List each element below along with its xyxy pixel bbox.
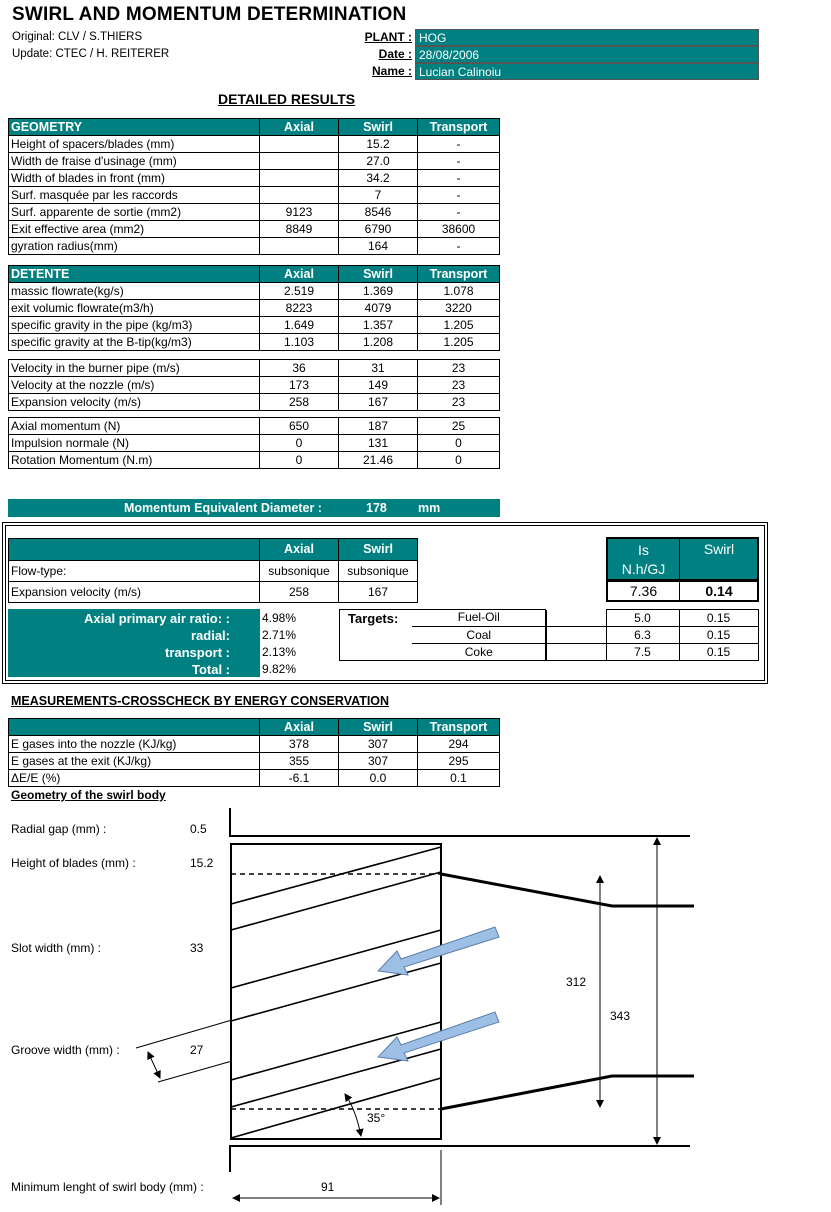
row-label: Impulsion normale (N)	[9, 435, 260, 452]
cell-swirl[interactable]: 8546	[339, 204, 418, 221]
ratio-label-radial: radial:	[190, 628, 230, 643]
table-header: GEOMETRY	[9, 119, 260, 136]
slot-line	[231, 872, 441, 930]
table-header: Swirl	[339, 119, 418, 136]
cell-transport[interactable]: 3220	[418, 300, 500, 317]
row-label: exit volumic flowrate(m3/h)	[9, 300, 260, 317]
measurements-table	[8, 718, 500, 787]
dim-343-label: 343	[610, 1009, 631, 1023]
groove-width-label: Groove width (mm) :	[11, 1043, 120, 1057]
table-row	[9, 187, 500, 204]
row-label: massic flowrate(kg/s)	[9, 283, 260, 300]
row-label: Width de fraise d'usinage (mm)	[9, 153, 260, 170]
table-header: Swirl	[339, 719, 418, 736]
date-value[interactable]: 28/08/2006	[415, 46, 759, 63]
cell-transport[interactable]: -	[418, 204, 500, 221]
swirl-body-drawing	[0, 800, 831, 1212]
outer-top-line	[230, 808, 690, 836]
table-header: DETENTE	[9, 266, 260, 283]
table-header: Axial	[260, 266, 339, 283]
cell-transport[interactable]: 1.205	[418, 317, 500, 334]
table-row	[9, 204, 500, 221]
med-value: 178	[366, 501, 387, 515]
row-label: Rotation Momentum (N.m)	[9, 452, 260, 469]
cell-axial[interactable]: 2.519	[260, 283, 339, 300]
med-bar	[8, 499, 500, 517]
table-header: Transport	[418, 119, 500, 136]
outer-bottom-line	[230, 1146, 690, 1172]
cell-swirl[interactable]: 131	[339, 435, 418, 452]
table-row	[9, 221, 500, 238]
table-row	[9, 394, 500, 411]
cell-swirl[interactable]: 1.208	[339, 334, 418, 351]
groove-helper	[136, 1020, 232, 1048]
cell-axial[interactable]: 8849	[260, 221, 339, 238]
is-swirl-values	[606, 580, 759, 602]
cell-swirl[interactable]: 0.0	[339, 770, 418, 787]
is-swirl-header	[606, 537, 759, 581]
cell-transport[interactable]: -	[418, 238, 500, 255]
velocity-table	[8, 359, 500, 411]
row-label: Velocity at the nozzle (m/s)	[9, 377, 260, 394]
is-label: Is	[638, 542, 649, 558]
date-label: Date :	[378, 47, 412, 61]
cell-axial[interactable]: 36	[260, 360, 339, 377]
cell-swirl[interactable]: 4079	[339, 300, 418, 317]
table-row	[9, 753, 500, 770]
table-row	[9, 136, 500, 153]
cell-swirl[interactable]: 1.369	[339, 283, 418, 300]
cell-axial[interactable]: 0	[260, 435, 339, 452]
angle-arc	[345, 1094, 361, 1136]
table-header	[9, 539, 260, 561]
cell-axial[interactable]	[260, 238, 339, 255]
table-row	[412, 610, 758, 627]
cell-transport[interactable]: -	[418, 187, 500, 204]
cell-axial[interactable]: subsonique	[260, 561, 339, 582]
swirl-value[interactable]: 0.14	[705, 583, 733, 599]
cell-swirl[interactable]: 307	[339, 736, 418, 753]
cell-swirl[interactable]: subsonique	[339, 561, 418, 582]
targets-table	[412, 609, 759, 661]
cell-axial[interactable]: 0	[260, 452, 339, 469]
cell-axial[interactable]: 258	[260, 394, 339, 411]
cell-swirl[interactable]: 15.2	[339, 136, 418, 153]
angle-label: 35°	[367, 1111, 386, 1125]
cell-axial[interactable]: -6.1	[260, 770, 339, 787]
row-label: Velocity in the burner pipe (m/s)	[9, 360, 260, 377]
row-label: Flow-type:	[9, 561, 260, 582]
detente-table	[8, 265, 500, 351]
cell-swirl[interactable]: 34.2	[339, 170, 418, 187]
cell-axial[interactable]	[260, 170, 339, 187]
table-row	[9, 770, 500, 787]
plant-label: PLANT :	[364, 30, 412, 44]
table-row	[412, 644, 758, 661]
row-label: Expansion velocity (m/s)	[9, 394, 260, 411]
row-label: Axial momentum (N)	[9, 418, 260, 435]
flow-table	[8, 538, 418, 603]
targets-label: Targets:	[348, 611, 399, 626]
ratio-label-total: Total :	[191, 662, 230, 677]
radial-gap-value[interactable]: 0.5	[190, 822, 207, 836]
nozzle-bottom	[441, 1076, 694, 1109]
cell-axial[interactable]	[260, 187, 339, 204]
target-fuel: Fuel-Oil	[412, 610, 546, 627]
groove-width-value[interactable]: 27	[190, 1043, 204, 1057]
table-row	[9, 170, 500, 187]
height-blades-label: Height of blades (mm) :	[11, 856, 136, 870]
cell-transport[interactable]: -	[418, 170, 500, 187]
cell-transport[interactable]: 25	[418, 418, 500, 435]
row-label: Surf. masquée par les raccords	[9, 187, 260, 204]
target-fuel: Coke	[412, 644, 546, 661]
target-is[interactable]: 6.3	[606, 627, 679, 644]
cell-swirl[interactable]: 167	[339, 582, 418, 603]
table-row	[9, 435, 500, 452]
cell-swirl[interactable]: 1.357	[339, 317, 418, 334]
row-label: specific gravity in the pipe (kg/m3)	[9, 317, 260, 334]
ratio-value-axial[interactable]: 4.98%	[262, 611, 297, 625]
row-label: ΔE/E (%)	[9, 770, 260, 787]
table-row	[9, 452, 500, 469]
cell-swirl[interactable]: 27.0	[339, 153, 418, 170]
radial-gap-label: Radial gap (mm) :	[11, 822, 107, 836]
table-header: Transport	[418, 719, 500, 736]
cell-transport[interactable]: 295	[418, 753, 500, 770]
row-label: Height of spacers/blades (mm)	[9, 136, 260, 153]
cell-axial[interactable]	[260, 153, 339, 170]
table-header: Axial	[260, 539, 339, 561]
cell-swirl[interactable]: 187	[339, 418, 418, 435]
cell-axial[interactable]: 173	[260, 377, 339, 394]
cell-transport[interactable]: 0.1	[418, 770, 500, 787]
cell-swirl[interactable]: 167	[339, 394, 418, 411]
cell-transport[interactable]: 23	[418, 394, 500, 411]
cell-transport[interactable]: 23	[418, 360, 500, 377]
target-fuel: Coal	[412, 627, 546, 644]
ratio-value-transport[interactable]: 2.13%	[262, 645, 297, 659]
cell-axial[interactable]: 8223	[260, 300, 339, 317]
table-row	[9, 561, 418, 582]
table-row	[9, 360, 500, 377]
cell-transport[interactable]: 23	[418, 377, 500, 394]
table-header: Axial	[260, 119, 339, 136]
table-header: Swirl	[339, 266, 418, 283]
slot-line	[231, 847, 441, 904]
name-value[interactable]: Lucian Calinoiu	[415, 63, 759, 80]
slot-width-value[interactable]: 33	[190, 941, 204, 955]
row-label: Width of blades in front (mm)	[9, 170, 260, 187]
cell-swirl[interactable]: 307	[339, 753, 418, 770]
min-length-value[interactable]: 91	[321, 1180, 335, 1194]
ratios-labels	[8, 609, 260, 677]
slot-width-label: Slot width (mm) :	[11, 941, 102, 955]
cell-transport[interactable]: 0	[418, 452, 500, 469]
cell-transport[interactable]: 1.078	[418, 283, 500, 300]
cell-transport[interactable]: 0	[418, 435, 500, 452]
cell-transport[interactable]: -	[418, 153, 500, 170]
table-row	[9, 317, 500, 334]
page-title: SWIRL AND MOMENTUM DETERMINATION	[12, 4, 407, 25]
swirl-geometry-title: Geometry of the swirl body	[11, 788, 166, 802]
dim-312-label: 312	[566, 975, 587, 989]
table-row	[9, 582, 418, 603]
plant-value[interactable]: HOG	[415, 29, 759, 46]
flow-arrow-icon	[378, 927, 499, 975]
med-label: Momentum Equivalent Diameter :	[124, 501, 322, 515]
nozzle-top	[441, 874, 694, 906]
cell-axial[interactable]: 355	[260, 753, 339, 770]
table-row	[9, 418, 500, 435]
update-author: Update: CTEC / H. REITERER	[12, 48, 170, 60]
table-row	[9, 377, 500, 394]
table-row	[9, 736, 500, 753]
detailed-results-title: DETAILED RESULTS	[218, 91, 356, 107]
table-row	[9, 283, 500, 300]
target-swirl[interactable]: 0.15	[679, 644, 758, 661]
table-row	[9, 300, 500, 317]
table-header: Axial	[260, 719, 339, 736]
ratio-value-radial[interactable]: 2.71%	[262, 628, 297, 642]
row-label: specific gravity at the B-tip(kg/m3)	[9, 334, 260, 351]
cell-transport[interactable]: 294	[418, 736, 500, 753]
groove-helper	[158, 1061, 232, 1082]
ratio-value-total[interactable]: 9.82%	[262, 662, 297, 676]
row-label: Exit effective area (mm2)	[9, 221, 260, 238]
target-swirl[interactable]: 0.15	[679, 627, 758, 644]
is-unit: N.h/GJ	[621, 561, 666, 577]
cell-swirl[interactable]: 6790	[339, 221, 418, 238]
cell-transport[interactable]: 1.205	[418, 334, 500, 351]
height-blades-value[interactable]: 15.2	[190, 856, 214, 870]
cell-axial[interactable]: 650	[260, 418, 339, 435]
name-label: Name :	[371, 64, 412, 78]
slot-line	[231, 963, 441, 1021]
cell-axial[interactable]: 9123	[260, 204, 339, 221]
cell-swirl[interactable]: 31	[339, 360, 418, 377]
cell-transport[interactable]: -	[418, 136, 500, 153]
is-header	[608, 539, 680, 579]
cell-transport[interactable]: 38600	[418, 221, 500, 238]
cell-axial[interactable]: 1.649	[260, 317, 339, 334]
groove-dim	[148, 1052, 160, 1078]
momentum-table	[8, 417, 500, 469]
cell-axial[interactable]: 1.103	[260, 334, 339, 351]
row-label: Surf. apparente de sortie (mm2)	[9, 204, 260, 221]
table-row	[412, 627, 758, 644]
original-author: Original: CLV / S.THIERS	[12, 31, 143, 43]
table-header: Swirl	[339, 539, 418, 561]
ratio-label-transport: transport :	[165, 645, 230, 660]
table-row	[9, 334, 500, 351]
slot-line	[231, 1049, 441, 1107]
geometry-table	[8, 118, 500, 255]
table-row	[9, 153, 500, 170]
cell-axial[interactable]: 258	[260, 582, 339, 603]
row-label: E gases at the exit (KJ/kg)	[9, 753, 260, 770]
cell-axial[interactable]: 378	[260, 736, 339, 753]
table-header	[9, 719, 260, 736]
med-unit: mm	[418, 501, 441, 515]
target-is[interactable]: 5.0	[606, 610, 679, 627]
row-label: E gases into the nozzle (KJ/kg)	[9, 736, 260, 753]
table-header: Transport	[418, 266, 500, 283]
min-length-label: Minimum lenght of swirl body (mm) :	[11, 1180, 204, 1194]
measurements-title: MEASUREMENTS-CROSSCHECK BY ENERGY CONSERVATION	[11, 694, 390, 708]
swirl-label: Swirl	[703, 541, 735, 557]
target-swirl[interactable]: 0.15	[679, 610, 758, 627]
cell-swirl[interactable]: 21.46	[339, 452, 418, 469]
cell-axial[interactable]	[260, 136, 339, 153]
cell-swirl[interactable]: 149	[339, 377, 418, 394]
cell-swirl[interactable]: 7	[339, 187, 418, 204]
row-label: gyration radius(mm)	[9, 238, 260, 255]
target-is[interactable]: 7.5	[606, 644, 679, 661]
cell-swirl[interactable]: 164	[339, 238, 418, 255]
is-value[interactable]: 7.36	[608, 582, 680, 600]
table-row	[9, 238, 500, 255]
slot-line	[231, 1078, 441, 1138]
row-label: Expansion velocity (m/s)	[9, 582, 260, 603]
ratio-label-axial: Axial primary air ratio: :	[84, 611, 230, 626]
flow-arrow-icon	[378, 1012, 499, 1061]
